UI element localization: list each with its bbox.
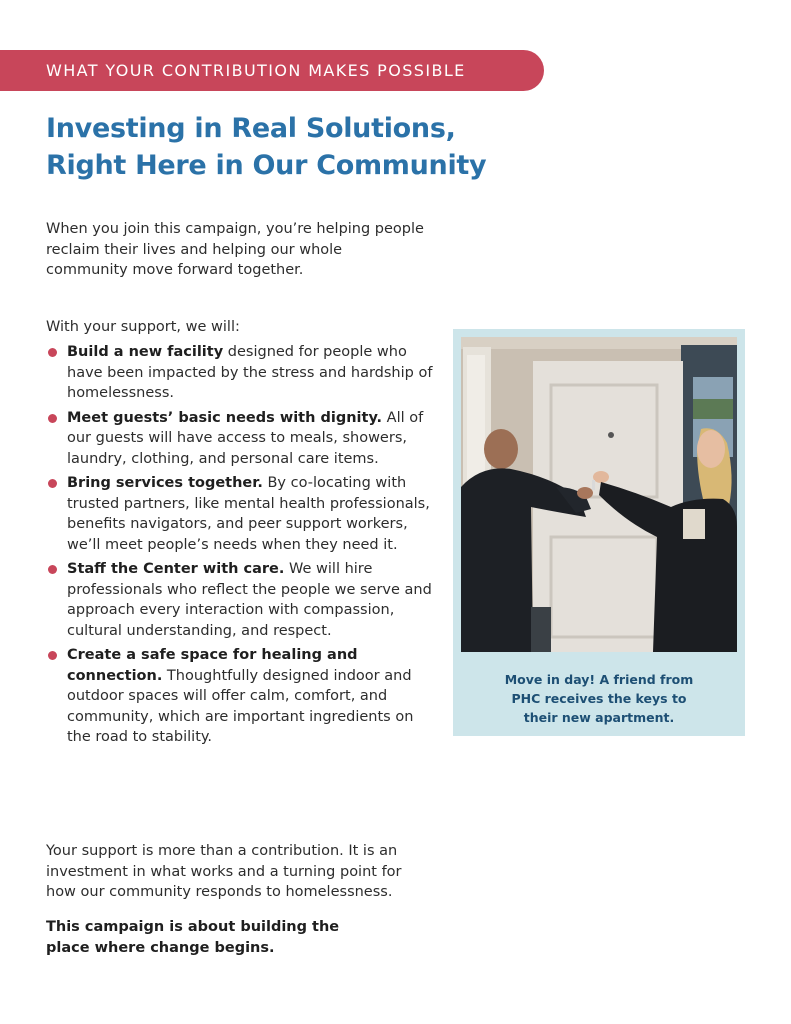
caption-line-3: their new apartment. bbox=[523, 710, 675, 725]
list-item-text: All of our guests will have access to meals, showers, laundry, clothing, and personal care items. bbox=[67, 409, 424, 467]
closing-statement: This campaign is about building the place where change begins. bbox=[46, 919, 340, 956]
list-item bbox=[46, 645, 436, 748]
move-in-photo bbox=[461, 337, 737, 652]
list-item bbox=[46, 473, 436, 555]
list-item-heading: Build a new facility bbox=[67, 344, 224, 360]
title-line-2: Right Here in Our Community bbox=[46, 150, 487, 181]
list-item bbox=[46, 559, 436, 641]
list-item-heading: Staff the Center with care. bbox=[67, 561, 285, 577]
list-item-text: By co-locating with trusted partners, like mental health professionals, benefits navigators, and peer support workers, we’ll meet people’s needs when they need it. bbox=[67, 475, 430, 553]
bullet-dot-icon bbox=[48, 414, 57, 423]
list-item bbox=[46, 342, 436, 404]
bullet-dot-icon bbox=[48, 565, 57, 574]
list-item-text: designed for people who have been impacted by the stress and hardship of homelessness. bbox=[67, 344, 433, 401]
photo-panel bbox=[453, 329, 745, 736]
photo-illustration bbox=[461, 337, 737, 652]
section-banner bbox=[0, 50, 544, 91]
caption-line-2: PHC receives the keys to bbox=[511, 691, 687, 706]
photo-caption bbox=[453, 670, 745, 727]
bullet-dot-icon bbox=[48, 651, 57, 660]
list-item bbox=[46, 408, 436, 470]
bullet-dot-icon bbox=[48, 479, 57, 488]
commitment-list bbox=[46, 342, 436, 752]
caption-line-1: Move in day! A friend from bbox=[504, 672, 694, 687]
list-item-text: We will hire professionals who reflect the people we serve and approach every interaction with compassion, cultural understanding, and respect. bbox=[67, 561, 432, 639]
bullet-dot-icon bbox=[48, 348, 57, 357]
intro-paragraph: When you join this campaign, you’re helping people reclaim their lives and helping our whole community move forward together. bbox=[46, 221, 424, 278]
page-title bbox=[46, 110, 606, 184]
title-line-1: Investing in Real Solutions, bbox=[46, 113, 456, 144]
list-item-text: Thoughtfully designed indoor and outdoor spaces will offer calm, comfort, and community, which are important ingredients on the road to stability. bbox=[67, 667, 414, 745]
list-item-heading: Create a safe space for healing and connection. bbox=[67, 647, 358, 684]
bullets-lead: With your support, we will: bbox=[46, 319, 240, 335]
list-item-heading: Meet guests’ basic needs with dignity. bbox=[67, 409, 383, 426]
closing-paragraph: Your support is more than a contribution. It is an investment in what works and a turning point for how our community responds to homelessness. bbox=[46, 843, 402, 900]
list-item-heading: Bring services together. bbox=[67, 475, 263, 491]
banner-label: WHAT YOUR CONTRIBUTION MAKES POSSIBLE bbox=[46, 61, 466, 80]
